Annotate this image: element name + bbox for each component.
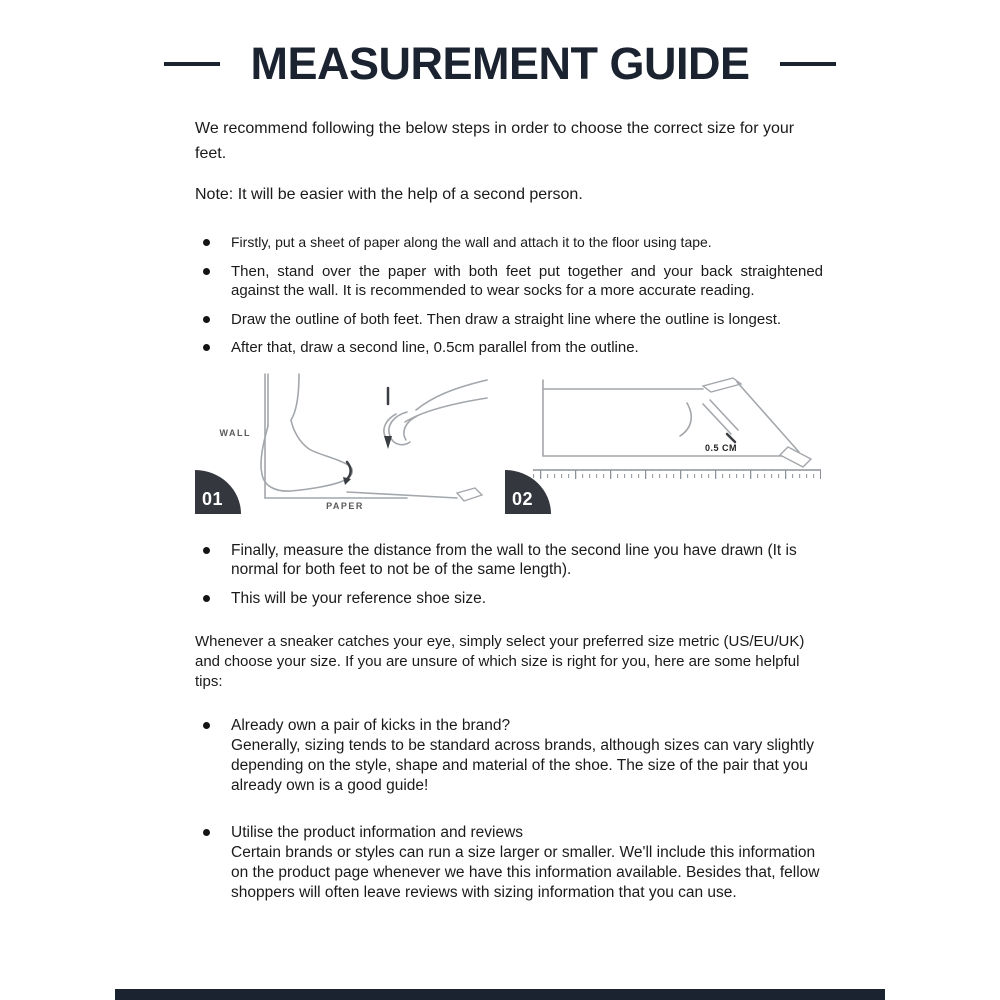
ruler-measure-illustration xyxy=(505,370,835,515)
bullet-dot xyxy=(203,829,210,836)
bullet-dot xyxy=(203,239,210,246)
pencil-bottom-right xyxy=(780,447,811,467)
step-item xyxy=(195,338,825,358)
step-item xyxy=(195,541,825,580)
tip-body: Generally, sizing tends to be standard across brands, although sizes can vary slightly depending on the style, shape and material of the shoe. The size of the pair that you already own is a good guide! xyxy=(231,737,814,794)
figure-number-badge: 02 xyxy=(505,470,551,514)
step-text: Draw the outline of both feet. Then draw a straight line where the outline is longest. xyxy=(231,310,782,328)
bullet-dot xyxy=(203,722,210,729)
tip-title: Utilise the product information and reviews xyxy=(231,824,524,841)
step-text: Then, stand over the paper with both feet put together and your back straightened against the wall. It is recommended to wear socks for a more accurate reading. xyxy=(231,262,823,299)
foot-measure-illustration xyxy=(195,370,495,515)
final-steps-list xyxy=(195,541,825,609)
bullet-dot xyxy=(203,268,210,275)
bullet-dot xyxy=(203,547,210,554)
tip-item xyxy=(195,716,825,796)
tips-list xyxy=(195,716,825,903)
paper-label: PAPER xyxy=(326,500,364,511)
title-dash-right xyxy=(780,62,836,66)
tip-body: Certain brands or styles can run a size larger or smaller. We'll include this information on the product page whenever we have this information available. Besides that, fellow shoppers will often leave reviews with sizing information that you can use. xyxy=(231,844,820,901)
step-item xyxy=(195,233,825,253)
hand-upper-line xyxy=(405,398,487,422)
tip-text xyxy=(231,716,823,796)
step-text: After that, draw a second line, 0.5cm parallel from the outline. xyxy=(231,339,639,356)
wall-label: WALL xyxy=(219,427,251,438)
guide-content xyxy=(195,116,825,903)
tips-intro-paragraph: Whenever a sneaker catches your eye, simply select your preferred size metric (US/EU/UK) and choose your size. If you are unsure of which size is right for you, here are some helpful tips: xyxy=(195,633,805,690)
toe-arrow-head xyxy=(343,477,351,485)
outline-line xyxy=(347,492,457,498)
page-title: MEASUREMENT GUIDE xyxy=(250,38,750,89)
foot-outline xyxy=(261,420,352,491)
pencil-on-paper xyxy=(457,488,482,501)
figure-foot-against-wall xyxy=(195,370,495,515)
tip-text xyxy=(231,823,823,903)
step-item xyxy=(195,262,825,301)
ruler-long-ticks xyxy=(533,470,821,480)
measurement-steps-list xyxy=(195,233,825,358)
step-text: Firstly, put a sheet of paper along the wall and attach it to the floor using tape. xyxy=(231,234,712,250)
title-dash-left xyxy=(164,62,220,66)
intro-note: Note: It will be easier with the help of a second person. xyxy=(195,186,583,203)
step-text: This will be your reference shoe size. xyxy=(231,589,487,607)
leg-front-line xyxy=(291,374,299,420)
step-item xyxy=(195,310,825,330)
figure-number-badge: 01 xyxy=(195,470,241,514)
finger-curl-2 xyxy=(404,416,417,440)
bullet-dot xyxy=(203,344,210,351)
bullet-dot xyxy=(203,595,210,602)
drawn-mark xyxy=(727,434,735,442)
pencil-flat xyxy=(703,378,741,392)
intro-paragraph: We recommend following the below steps in order to choose the correct size for your feet. xyxy=(195,120,795,162)
next-section-edge xyxy=(115,989,885,1000)
bullet-dot xyxy=(203,316,210,323)
paper-diagonal-edge xyxy=(737,382,799,452)
step-item xyxy=(195,589,825,609)
pencil-tip xyxy=(384,436,392,449)
half-cm-label: 0.5 CM xyxy=(704,442,738,453)
title-row xyxy=(0,0,1000,90)
illustrations-row xyxy=(195,370,825,515)
tip-title: Already own a pair of kicks in the brand? xyxy=(231,717,511,734)
tip-item xyxy=(195,823,825,903)
figure-ruler-measure xyxy=(505,370,835,515)
hand-hint-curve xyxy=(680,403,691,436)
step-text: Finally, measure the distance from the wall to the second line you have drawn (It is normal for both feet to not be of the same length). xyxy=(231,541,797,578)
